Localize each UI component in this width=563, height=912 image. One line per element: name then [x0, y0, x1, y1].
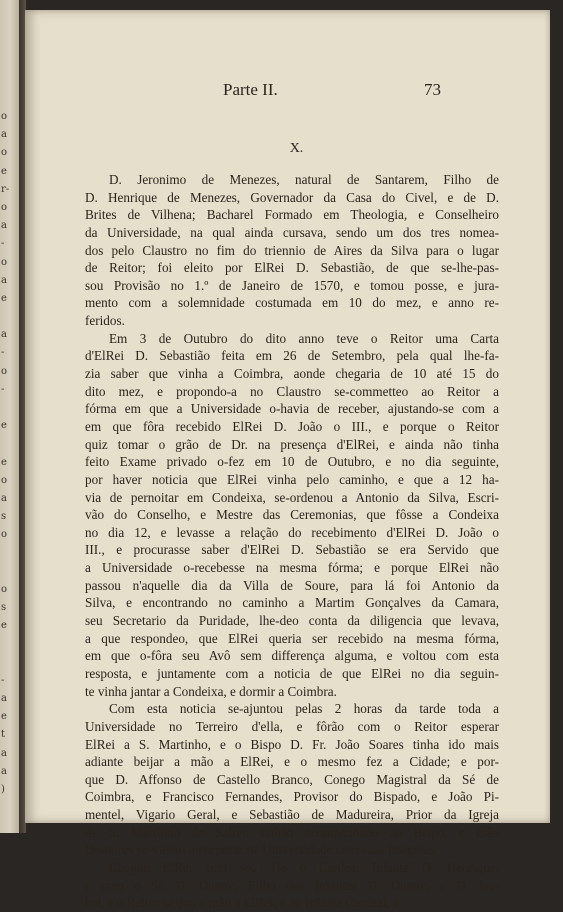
adjacent-margin-letter: o [1, 201, 8, 213]
adjacent-page-margin-text [1, 108, 15, 799]
adjacent-margin-letter [1, 635, 15, 653]
adjacent-margin-letter: - [1, 383, 5, 395]
text-line: a Universidade o-recebesse na mesma fórma; e porque ElRei não [85, 560, 499, 576]
adjacent-margin-letter: a [1, 274, 7, 286]
adjacent-margin-letter: e [1, 456, 7, 468]
body-text [85, 171, 499, 912]
text-line: mento com a solemnidade costumada em 10 do mez, e anno re- [85, 295, 499, 311]
text-line: em que fôra recebido ElRei D. João o III., e porque o Reitor [85, 418, 499, 434]
text-line: vão do Conselho, e Mestre das Ceremonias, que fôsse a Condeixa [85, 507, 499, 523]
adjacent-margin-letter: ) [1, 783, 5, 795]
text-line: da Universidade, na qual ainda cursava, sendo um dos tres nomea- [85, 224, 499, 240]
text-line: que D. Affonso de Castello Branco, Conego Magistral da Sé de [85, 771, 499, 787]
adjacent-margin-letter: a [1, 747, 7, 759]
adjacent-margin-letter: o [1, 583, 8, 595]
text-line: a que respondeo, que ElRei queria ser recebido na mesma fórma, [85, 630, 499, 646]
text-line: via de pernoitar em Condeixa, se-ordenou a Antonio da Silva, Escri- [85, 489, 499, 505]
text-line: quiz tomar o grão de Dr. na presença d'ElRei, e ainda não tinha [85, 436, 499, 452]
adjacent-margin-letter [1, 545, 15, 563]
adjacent-margin-letter: a [1, 129, 7, 141]
text-line: D. Jeronimo de Menezes, natural de Santarem, Filho de [109, 172, 499, 187]
text-line: Com esta noticia se-ajuntou pelas 2 horas da tarde toda a [109, 701, 499, 717]
adjacent-margin-letter: a [1, 765, 7, 777]
text-line: dos pelo Claustro no fim do triennio de Aires da Silva para o lugar [85, 242, 499, 258]
adjacent-margin-letter: - [1, 238, 5, 250]
adjacent-margin-letter: o [1, 365, 8, 377]
adjacent-margin-letter [1, 308, 15, 326]
text-line: dito mez, e propondo-a no Claustro se-commetteo ao Reitor a [85, 383, 499, 399]
adjacent-margin-letter: a [1, 220, 7, 232]
text-line: e com o Sr. D. Duarte, Filho dos Infantes D. Duarte, e D. Isa- [85, 877, 499, 893]
adjacent-margin-letter: - [1, 347, 5, 359]
paragraph [85, 330, 499, 700]
adjacent-margin-letter [1, 563, 15, 581]
adjacent-margin-letter: e [1, 292, 7, 304]
text-line: feridos. [85, 313, 125, 329]
text-line: III., e procurasse saber d'ElRei D. Sebastião se era Servido que [85, 542, 499, 558]
adjacent-margin-letter: e [1, 420, 7, 432]
adjacent-margin-letter: a [1, 693, 7, 704]
text-line: feito Exame privado o-fez em 10 de Outubro, e no dia seguinte, [85, 454, 499, 470]
text-line: Em 3 de Outubro do dito anno teve o Reitor uma Carta [109, 330, 499, 346]
paragraph [85, 859, 499, 912]
adjacent-margin-letter [1, 435, 15, 453]
text-line: bel, e o Reitor beijou a mão a ElRei, e ao Infante Cardeal, e [85, 895, 400, 911]
text-line: Brites de Vilhena; Bacharel Formado em Theologia, e Conselheiro [85, 207, 499, 223]
text-line: Universidade no Terreiro d'ella, e fôrão com o Reitor esperar [85, 718, 499, 734]
adjacent-margin-letter: s [1, 602, 7, 614]
text-line: Doutores se-vierão incorporar na Universidade com suas insignias. [85, 842, 439, 858]
adjacent-margin-letter: e [1, 620, 7, 632]
running-head: Parte II. [223, 80, 278, 99]
section-number: X. [289, 141, 304, 156]
adjacent-margin-letter: o [1, 474, 8, 486]
text-line: fórma em que a Universidade o-havia de receber, ajustando-se com a [85, 401, 499, 417]
text-line: d'ElRei D. Sebastião feita em 26 de Setembro, pela qual lhe-fa- [85, 348, 499, 364]
adjacent-page-edge [0, 0, 19, 833]
adjacent-margin-letter: s [1, 511, 7, 523]
text-line: em que o-fôra seu Avô sem differença alguma, e voltou com esta [85, 648, 499, 664]
text-line: no dia 12, e levasse a relação do recebimento d'ElRei D. João o [85, 524, 499, 540]
adjacent-margin-letter [1, 399, 15, 417]
paragraph [85, 700, 499, 859]
adjacent-margin-letter: r- [1, 183, 10, 195]
text-line: de Reitor; foi eleito por ElRei D. Sebastião, de que se-lhe-pas- [85, 260, 499, 276]
adjacent-margin-letter [1, 654, 15, 672]
adjacent-margin-letter: o [1, 147, 8, 159]
adjacent-margin-letter: - [1, 674, 5, 686]
adjacent-margin-letter: o [1, 529, 8, 541]
text-line: adiante beijar a mão a ElRei, e o mesmo fez a Cidade; e por- [85, 754, 499, 770]
text-line: Coimbra, e Francisco Fernandes, Provisor do Bispado, e João Pi- [85, 789, 499, 805]
adjacent-margin-letter: e [1, 711, 7, 723]
text-line: D. Henrique de Menezes, Governador da Casa do Civel, e de D. [85, 189, 499, 205]
text-line: Chegou ElRei com seu Tio o Cardeal Infante D. Henrique, [109, 859, 499, 875]
adjacent-margin-letter: a [1, 492, 7, 504]
text-line: resposta, e juntamente com a noticia de que ElRei no dia seguin- [85, 665, 499, 681]
adjacent-margin-letter: a [1, 329, 7, 341]
paragraph [85, 171, 499, 330]
text-line: mentel, Vigario Geral, e Sebastião de Madureira, Prior da Igreja [85, 807, 499, 823]
text-line: de S. Martinho de Salreo tinhão acompanhado ao Bispo, e erão [85, 824, 499, 840]
text-line: por haver noticia que ElRei vinha pelo caminho, e que a 12 ha- [85, 471, 499, 487]
text-line: passou n'aquelle dia da Villa de Soure, para lá foi Antonio da [85, 577, 499, 593]
adjacent-margin-letter: o [1, 111, 8, 122]
book-page [25, 10, 550, 911]
text-line: seu Secretario da Puridade, lhe-deo conta da diligencia que levava, [85, 613, 499, 629]
page-number: 73 [424, 80, 441, 99]
text-line: ElRei a S. Martinho, e o Bispo D. Fr. João Soares tinha ido mais [85, 736, 499, 752]
text-line: sou Provisão no 1.º de Janeiro de 1570, e tomou posse, e jura- [85, 277, 499, 293]
adjacent-margin-letter: o [1, 256, 8, 268]
adjacent-margin-letter: e [1, 165, 7, 177]
adjacent-margin-letter: t [1, 729, 6, 741]
text-line: Silva, e encontrando no caminho a Martim Gonçalves da Camara, [85, 595, 499, 611]
text-line: zia saber que vinha a Coimbra, aonde chegaria de 10 até 15 do [85, 366, 499, 382]
text-line: te vinha jantar a Condeixa, e dormir a Coimbra. [85, 683, 337, 699]
page-header [25, 80, 550, 104]
